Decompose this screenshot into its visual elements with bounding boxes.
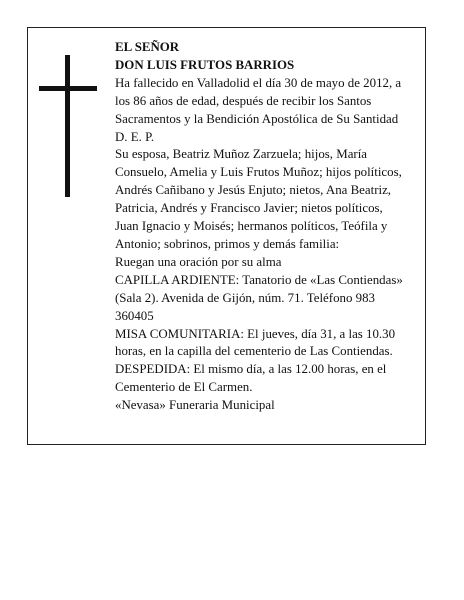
cross-vertical-bar — [65, 55, 70, 197]
text-line: los 86 años de edad, después de recibir los Santos — [115, 93, 372, 108]
text-line: Sacramentos y la Bendición Apostólica de Su Santidad — [115, 111, 399, 126]
text-line: MISA COMUNITARIA: El jueves, día 31, a las 10.30 — [115, 326, 396, 341]
text-line: DESPEDIDA: El mismo día, a las 12.00 horas, en el — [115, 362, 387, 377]
text-line: «Nevasa» Funeraria Municipal — [115, 398, 275, 413]
text-line: horas, en la capilla del cementerio de Las Contiendas. — [115, 344, 393, 359]
text-line: Andrés Cañibano y Jesús Enjuto; nietos, Ana Beatriz, — [115, 183, 392, 198]
title-honorific: EL SEÑOR — [115, 40, 180, 54]
text-line: Cementerio de El Carmen. — [115, 380, 253, 395]
text-line: D. E. P. — [115, 129, 155, 144]
text-line: Juan Ignacio y Moisés; hermanos políticos, Teófila y — [115, 219, 388, 234]
text-line: Ruegan una oración por su alma — [115, 254, 282, 269]
cross-horizontal-bar — [39, 86, 97, 91]
text-line: 360405 — [115, 308, 154, 323]
text-line: Consuelo, Amelia y Luis Frutos Muñoz; hijos políticos, — [115, 165, 402, 180]
text-line: Su esposa, Beatriz Muñoz Zarzuela; hijos, María — [115, 147, 368, 162]
cross-icon — [39, 55, 97, 197]
text-line: Ha fallecido en Valladolid el día 30 de mayo de 2012, a — [115, 75, 402, 90]
text-line: (Sala 2). Avenida de Gijón, núm. 71. Teléfono 983 — [115, 290, 375, 305]
text-line: CAPILLA ARDIENTE: Tanatorio de «Las Contiendas» — [115, 272, 403, 287]
text-line: Patricia, Andrés y Francisco Javier; nietos políticos, — [115, 201, 383, 216]
text-line: Antonio; sobrinos, primos y demás familia: — [115, 236, 340, 251]
deceased-name: DON LUIS FRUTOS BARRIOS — [115, 57, 295, 72]
obituary-text — [115, 39, 421, 415]
